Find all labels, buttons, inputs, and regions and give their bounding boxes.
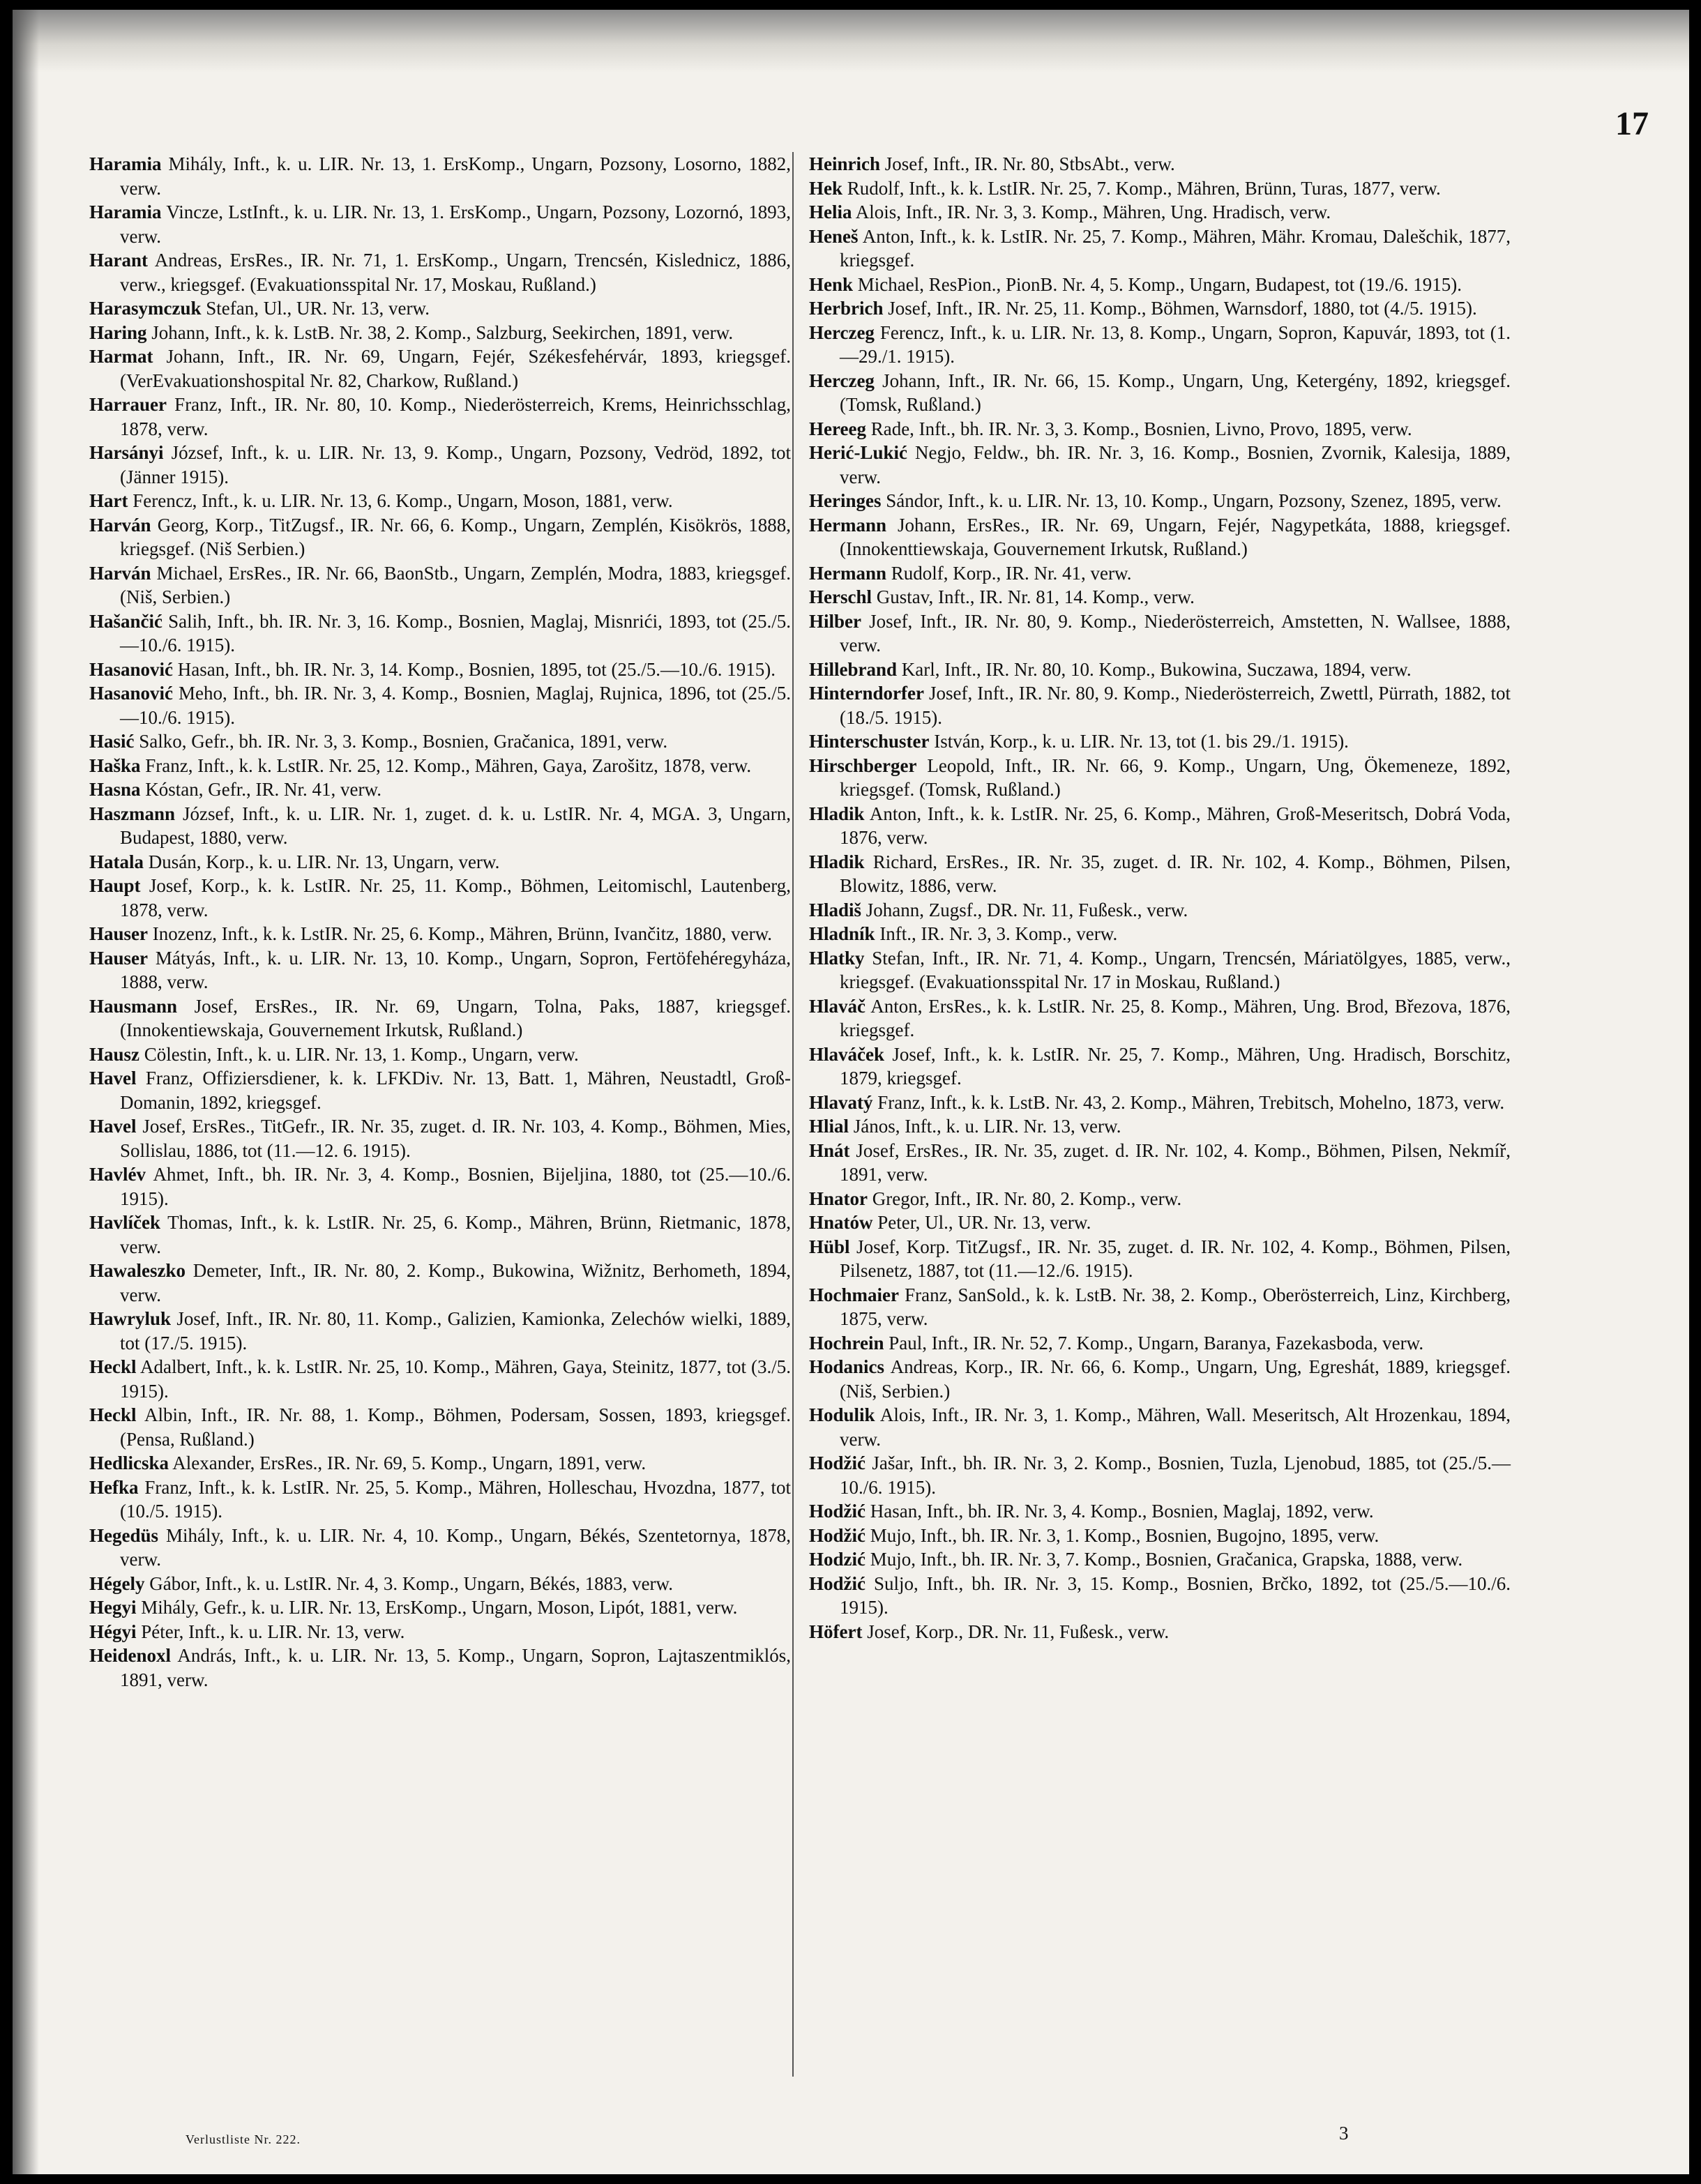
entry-details: Kóstan, Gefr., IR. Nr. 41, verw. — [140, 779, 381, 800]
list-entry — [809, 850, 1511, 898]
entry-surname: Hawryluk — [89, 1308, 172, 1329]
list-entry — [809, 273, 1511, 297]
list-entry — [809, 1235, 1511, 1283]
entry-surname: Hatala — [89, 851, 144, 872]
list-entry — [809, 441, 1511, 489]
entry-details: Josef, ErsRes., TitGefr., IR. Nr. 35, zuget. d. IR. Nr. 103, 4. Komp., Böhmen, Mies, Sollislau, 1886, tot (11.—12. 6. 1915). — [120, 1116, 791, 1161]
entry-surname: Hnát — [809, 1139, 850, 1161]
entry-details: Salko, Gefr., bh. IR. Nr. 3, 3. Komp., Bosnien, Gračanica, 1891, verw. — [134, 731, 668, 752]
entry-details: Péter, Inft., k. u. LIR. Nr. 13, verw. — [136, 1621, 405, 1642]
entry-surname: Hodulik — [809, 1404, 875, 1425]
list-entry — [809, 1187, 1511, 1211]
entry-details: Franz, Inft., k. k. LstB. Nr. 43, 2. Komp., Mähren, Trebitsch, Mohelno, 1873, verw. — [872, 1091, 1505, 1113]
list-entry — [809, 754, 1511, 802]
entry-details: Anton, Inft., k. k. LstIR. Nr. 25, 6. Komp., Mähren, Groß-Meseritsch, Dobrá Voda, 1876, verw. — [840, 803, 1511, 848]
entry-surname: Hladiš — [809, 899, 862, 920]
list-entry — [89, 681, 791, 729]
entry-details: Rudolf, Inft., k. k. LstIR. Nr. 25, 7. Komp., Mähren, Brünn, Turas, 1877, verw. — [842, 177, 1441, 199]
entry-surname: Heinrich — [809, 153, 880, 174]
list-entry — [809, 1211, 1511, 1235]
entry-surname: Hlaváček — [809, 1043, 884, 1065]
entry-details: Vincze, LstInft., k. u. LIR. Nr. 13, 1. ErsKomp., Ungarn, Pozsony, Lozornó, 1893, verw. — [120, 202, 791, 247]
entry-details: Gregor, Inft., IR. Nr. 80, 2. Komp., verw. — [868, 1188, 1182, 1209]
entry-details: József, Inft., k. u. LIR. Nr. 13, 9. Komp., Ungarn, Pozsony, Vedröd, 1892, tot (Jänner 1915). — [120, 442, 791, 487]
list-entry — [809, 1547, 1511, 1572]
entry-surname: Harmat — [89, 346, 153, 367]
list-entry — [809, 1524, 1511, 1548]
entry-details: Adalbert, Inft., k. k. LstIR. Nr. 25, 10. Komp., Mähren, Gaya, Steinitz, 1877, tot (3./5. 1915). — [120, 1356, 791, 1402]
entry-details: Meho, Inft., bh. IR. Nr. 3, 4. Komp., Bosnien, Maglaj, Rujnica, 1896, tot (25./5.—10./6. 1915). — [120, 683, 791, 728]
list-entry — [89, 1595, 791, 1620]
entry-surname: Hübl — [809, 1236, 850, 1257]
entry-details: Salih, Inft., bh. IR. Nr. 3, 16. Komp., Bosnien, Maglaj, Misnrići, 1893, tot (25./5.—10./6. 1915). — [120, 610, 791, 655]
list-entry — [809, 225, 1511, 273]
entry-surname: Havel — [89, 1068, 137, 1089]
entry-surname: Havlíček — [89, 1212, 160, 1233]
entry-details: Richard, ErsRes., IR. Nr. 35, zuget. d. IR. Nr. 102, 4. Komp., Böhmen, Pilsen, Blowitz, 1886, verw. — [840, 851, 1511, 896]
list-entry — [809, 1091, 1511, 1115]
entry-details: Josef, Korp., k. k. LstIR. Nr. 25, 11. Komp., Böhmen, Leitomischl, Lautenberg, 1878, verw. — [120, 875, 791, 920]
entry-surname: Hausmann — [89, 995, 178, 1017]
list-entry — [89, 994, 791, 1042]
entry-details: Mátyás, Inft., k. u. LIR. Nr. 13, 10. Komp., Ungarn, Sopron, Fertöfehéregyháza, 1888, verw. — [120, 947, 791, 992]
entry-surname: Hlial — [809, 1116, 849, 1137]
entry-surname: Heckl — [89, 1404, 137, 1425]
entry-details: Josef, Inft., IR. Nr. 80, 9. Komp., Niederösterreich, Zwettl, Pürrath, 1882, tot (18./5. 1915). — [840, 683, 1511, 728]
entry-details: Johann, ErsRes., IR. Nr. 69, Ungarn, Fejér, Nagypetkáta, 1888, kriegsgef. (Innokenttiewskaja, Gouvernement Irkutsk, Rußland.) — [840, 514, 1511, 559]
list-entry — [809, 200, 1511, 225]
entry-details: Leopold, Inft., IR. Nr. 66, 9. Komp., Ungarn, Ung, Ökemeneze, 1892, kriegsgef. (Tomsk, Rußland.) — [840, 754, 1511, 800]
entry-surname: Hégyi — [89, 1621, 137, 1642]
sheet-marker: 3 — [1339, 2123, 1349, 2144]
entry-details: Paul, Inft., IR. Nr. 52, 7. Komp., Ungarn, Baranya, Fazekasboda, verw. — [884, 1332, 1424, 1353]
entry-details: Peter, Ul., UR. Nr. 13, verw. — [872, 1212, 1091, 1233]
entry-details: Josef, Korp., DR. Nr. 11, Fußesk., verw. — [862, 1621, 1170, 1642]
list-entry — [89, 344, 791, 393]
entry-surname: Hladik — [809, 851, 865, 872]
list-entry — [809, 922, 1511, 946]
entry-details: Inft., IR. Nr. 3, 3. Komp., verw. — [875, 923, 1118, 944]
entry-details: Franz, Inft., k. k. LstIR. Nr. 25, 12. Komp., Mähren, Gaya, Zarošitz, 1878, verw. — [140, 754, 752, 776]
entry-surname: Hlatky — [809, 947, 865, 969]
column-divider — [792, 152, 794, 2077]
entry-surname: Hodzić — [809, 1549, 865, 1570]
entry-surname: Hochmaier — [809, 1284, 899, 1305]
list-entry — [89, 946, 791, 994]
entry-surname: Hirschberger — [809, 754, 917, 776]
entry-details: Karl, Inft., IR. Nr. 80, 10. Komp., Bukowina, Suczawa, 1894, verw. — [897, 658, 1412, 680]
entry-surname: Haszmann — [89, 803, 176, 824]
entry-details: Alexander, ErsRes., IR. Nr. 69, 5. Komp., Ungarn, 1891, verw. — [169, 1453, 647, 1473]
entry-surname: Heckl — [89, 1356, 137, 1377]
entry-details: Michael, ErsRes., IR. Nr. 66, BaonStb., Ungarn, Zemplén, Modra, 1883, kriegsgef. (Niš, Serbien.) — [120, 562, 791, 607]
entry-details: Albin, Inft., IR. Nr. 88, 1. Komp., Böhmen, Podersam, Sossen, 1893, kriegsgef. (Pensa, Rußland.) — [120, 1404, 791, 1450]
entry-details: Alois, Inft., IR. Nr. 3, 1. Komp., Mähren, Wall. Meseritsch, Alt Hrozenkau, 1894, verw. — [840, 1404, 1511, 1450]
list-entry — [89, 1114, 791, 1162]
list-entry — [89, 561, 791, 609]
entry-details: Josef, Inft., IR. Nr. 80, StbsAbt., verw. — [880, 153, 1175, 174]
list-entry — [89, 1476, 791, 1524]
entry-surname: Hedlicska — [89, 1453, 169, 1473]
entry-surname: Hauser — [89, 923, 148, 944]
entry-details: Anton, Inft., k. k. LstIR. Nr. 25, 7. Komp., Mähren, Mähr. Kromau, Dalešchik, 1877, kriegsgef. — [840, 225, 1511, 271]
list-entry — [809, 369, 1511, 417]
list-entry — [809, 321, 1511, 369]
entry-details: Josef, Inft., IR. Nr. 80, 9. Komp., Niederösterreich, Amstetten, N. Wallsee, 1888, verw. — [840, 610, 1511, 655]
entry-surname: Haramia — [89, 153, 162, 174]
entry-details: Andreas, ErsRes., IR. Nr. 71, 1. ErsKomp., Ungarn, Trencsén, Kislednicz, 1886, verw., kriegsgef. (Evakuationsspital Nr. 17, Moskau, Rußland.) — [120, 250, 791, 295]
entry-details: Sándor, Inft., k. u. LIR. Nr. 13, 10. Komp., Ungarn, Pozsony, Szenez, 1895, verw. — [881, 490, 1502, 511]
entry-surname: Haramia — [89, 202, 162, 222]
entry-details: Negjo, Feldw., bh. IR. Nr. 3, 16. Komp., Bosnien, Zvornik, Kalesija, 1889, verw. — [840, 442, 1511, 487]
list-entry — [809, 152, 1511, 176]
entry-details: Anton, ErsRes., k. k. LstIR. Nr. 25, 8. Komp., Mähren, Ung. Brod, Březova, 1876, kriegsgef. — [840, 995, 1511, 1040]
entry-surname: Heidenoxl — [89, 1645, 172, 1666]
list-entry — [89, 489, 791, 513]
list-entry — [89, 1451, 791, 1476]
list-entry — [809, 1283, 1511, 1331]
entry-surname: Hefka — [89, 1476, 139, 1498]
list-entry — [809, 609, 1511, 658]
entry-surname: Hilber — [809, 610, 861, 632]
entry-surname: Hašančić — [89, 610, 162, 632]
entry-surname: Harrauer — [89, 394, 167, 415]
list-entry — [809, 417, 1511, 441]
list-entry — [89, 200, 791, 248]
entry-details: Mujo, Inft., bh. IR. Nr. 3, 1. Komp., Bosnien, Bugojno, 1895, verw. — [865, 1524, 1379, 1546]
list-entry — [809, 585, 1511, 609]
entry-surname: Harván — [89, 514, 151, 536]
list-entry — [809, 898, 1511, 923]
list-entry — [809, 802, 1511, 850]
entry-surname: Hasić — [89, 731, 135, 752]
entry-surname: Hasna — [89, 779, 141, 800]
scan-edge-shadow — [13, 10, 1689, 73]
right-column — [809, 152, 1511, 1644]
entry-surname: Hart — [89, 490, 128, 511]
list-entry — [809, 296, 1511, 321]
entry-surname: Hasanović — [89, 658, 174, 680]
list-entry — [809, 729, 1511, 754]
list-entry — [89, 850, 791, 874]
list-entry — [89, 754, 791, 778]
entry-surname: Hlaváč — [809, 995, 865, 1017]
entry-details: Franz, Inft., IR. Nr. 80, 10. Komp., Niederösterreich, Krems, Heinrichsschlag, 1878, verw. — [120, 394, 791, 439]
entry-surname: Hodanics — [809, 1356, 885, 1377]
list-entry — [89, 1307, 791, 1355]
list-entry — [89, 321, 791, 345]
entry-surname: Hek — [809, 177, 843, 199]
list-entry — [89, 802, 791, 850]
entry-surname: Hausz — [89, 1043, 140, 1065]
entry-surname: Herczeg — [809, 370, 875, 391]
entry-details: András, Inft., k. u. LIR. Nr. 13, 5. Komp., Ungarn, Sopron, Lajtaszentmiklós, 1891, verw. — [120, 1645, 791, 1690]
entry-details: Ferencz, Inft., k. u. LIR. Nr. 13, 8. Komp., Ungarn, Sopron, Kapuvár, 1893, tot (1.—29./1. 1915). — [840, 321, 1511, 367]
scan-gutter-shadow — [13, 10, 39, 2174]
entry-surname: Hauser — [89, 947, 148, 969]
list-entry — [809, 1620, 1511, 1644]
list-entry — [809, 1042, 1511, 1091]
footer-list-label: Verlustliste Nr. 222. — [186, 2132, 301, 2146]
entry-details: István, Korp., k. u. LIR. Nr. 13, tot (1. bis 29./1. 1915). — [929, 731, 1349, 752]
entry-surname: Hodžić — [809, 1524, 865, 1546]
entry-details: Rade, Inft., bh. IR. Nr. 3, 3. Komp., Bosnien, Livno, Provo, 1895, verw. — [865, 418, 1412, 439]
entry-details: Josef, Inft., IR. Nr. 25, 11. Komp., Böhmen, Warnsdorf, 1880, tot (4./5. 1915). — [883, 298, 1477, 319]
list-entry — [89, 609, 791, 658]
entry-details: Johann, Inft., IR. Nr. 66, 15. Komp., Ungarn, Ung, Ketergény, 1892, kriegsgef. (Tomsk, Rußland.) — [840, 370, 1511, 415]
list-entry — [89, 1620, 791, 1644]
list-entry — [89, 729, 791, 754]
entry-surname: Hlavatý — [809, 1091, 873, 1113]
entry-details: Josef, Korp. TitZugsf., IR. Nr. 35, zuget. d. IR. Nr. 102, 4. Komp., Böhmen, Pilsen, Pilsenetz, 1887, tot (11.—12./6. 1915). — [840, 1236, 1511, 1281]
list-entry — [809, 1114, 1511, 1139]
entry-surname: Henk — [809, 273, 854, 295]
entry-details: Suljo, Inft., bh. IR. Nr. 3, 15. Komp., Bosnien, Brčko, 1892, tot (25./5.—10./6. 1915). — [840, 1572, 1511, 1618]
entry-surname: Harsányi — [89, 442, 164, 463]
list-entry — [89, 1403, 791, 1451]
entry-details: József, Inft., k. u. LIR. Nr. 1, zuget. d. k. u. LstIR. Nr. 4, MGA. 3, Ungarn, Budapest, 1880, verw. — [120, 803, 791, 848]
list-entry — [89, 1572, 791, 1596]
entry-surname: Hegedüs — [89, 1524, 159, 1546]
entry-details: Gustav, Inft., IR. Nr. 81, 14. Komp., verw. — [871, 586, 1195, 607]
entry-details: Dusán, Korp., k. u. LIR. Nr. 13, Ungarn, verw. — [144, 851, 500, 872]
entry-details: Demeter, Inft., IR. Nr. 80, 2. Komp., Bukowina, Wižnitz, Berhometh, 1894, verw. — [120, 1260, 791, 1305]
list-entry — [89, 922, 791, 946]
list-entry — [89, 152, 791, 200]
entry-details: Johann, Inft., k. k. LstB. Nr. 38, 2. Komp., Salzburg, Seekirchen, 1891, verw. — [146, 321, 734, 343]
entry-details: Johann, Zugsf., DR. Nr. 11, Fußesk., verw. — [861, 899, 1188, 920]
entry-details: Inozenz, Inft., k. k. LstIR. Nr. 25, 6. Komp., Mähren, Brünn, Ivančitz, 1880, verw. — [148, 923, 773, 944]
entry-details: Cölestin, Inft., k. u. LIR. Nr. 13, 1. Komp., Ungarn, verw. — [139, 1043, 579, 1065]
entry-surname: Hermann — [809, 514, 886, 536]
entry-surname: Heneš — [809, 225, 859, 247]
entry-surname: Hnator — [809, 1188, 868, 1209]
list-entry — [89, 513, 791, 561]
entry-surname: Hladník — [809, 923, 875, 944]
entry-details: Josef, ErsRes., IR. Nr. 69, Ungarn, Tolna, Paks, 1887, kriegsgef. (Innokentiewskaja, Gouvernement Irkutsk, Rußland.) — [120, 995, 791, 1040]
entry-details: Franz, Offiziersdiener, k. k. LFKDiv. Nr. 13, Batt. 1, Mähren, Neustadtl, Groß-Domanin, 1892, kriegsgef. — [120, 1068, 791, 1113]
entry-surname: Havlév — [89, 1164, 146, 1185]
list-entry — [89, 874, 791, 922]
list-entry — [809, 1139, 1511, 1187]
list-entry — [809, 658, 1511, 682]
list-entry — [89, 1066, 791, 1114]
list-entry — [89, 1259, 791, 1307]
entry-surname: Hegyi — [89, 1597, 137, 1618]
entry-surname: Hawaleszko — [89, 1260, 186, 1281]
entry-surname: Hladik — [809, 803, 865, 824]
entry-details: Mihály, Inft., k. u. LIR. Nr. 13, 1. ErsKomp., Ungarn, Pozsony, Losorno, 1882, verw. — [120, 153, 791, 199]
entry-surname: Hereeg — [809, 418, 866, 439]
entry-details: Michael, ResPion., PionB. Nr. 4, 5. Komp., Ungarn, Budapest, tot (19./6. 1915). — [853, 273, 1462, 295]
list-entry — [809, 1403, 1511, 1451]
entry-surname: Haška — [89, 754, 141, 776]
list-entry — [89, 441, 791, 489]
list-entry — [89, 296, 791, 321]
entry-details: Josef, Inft., IR. Nr. 80, 11. Komp., Galizien, Kamionka, Zelechów wielki, 1889, tot (17./5. 1915). — [120, 1308, 791, 1353]
entry-surname: Herbrich — [809, 298, 884, 319]
entry-details: János, Inft., k. u. LIR. Nr. 13, verw. — [849, 1116, 1121, 1137]
entry-details: Ferencz, Inft., k. u. LIR. Nr. 13, 6. Komp., Ungarn, Moson, 1881, verw. — [128, 490, 673, 511]
list-entry — [809, 1451, 1511, 1499]
list-entry — [809, 176, 1511, 201]
list-entry — [89, 1211, 791, 1259]
list-entry — [809, 1572, 1511, 1620]
entry-details: Rudolf, Korp., IR. Nr. 41, verw. — [886, 562, 1132, 584]
entry-surname: Herczeg — [809, 321, 875, 343]
entry-details: Gábor, Inft., k. u. LstIR. Nr. 4, 3. Komp., Ungarn, Békés, 1883, verw. — [144, 1572, 674, 1594]
entry-details: Ahmet, Inft., bh. IR. Nr. 3, 4. Komp., Bosnien, Bijeljina, 1880, tot (25.—10./6. 1915). — [120, 1164, 791, 1209]
entry-surname: Haring — [89, 321, 147, 343]
list-entry — [809, 561, 1511, 586]
entry-details: Andreas, Korp., IR. Nr. 66, 6. Komp., Ungarn, Ung, Egreshát, 1889, kriegsgef. (Niš, Serbien.) — [840, 1356, 1511, 1402]
entry-surname: Hinterndorfer — [809, 683, 924, 704]
list-entry — [809, 1355, 1511, 1403]
list-entry — [809, 946, 1511, 994]
list-entry — [89, 1355, 791, 1403]
entry-surname: Heringes — [809, 490, 882, 511]
entry-surname: Hochrein — [809, 1332, 884, 1353]
entry-surname: Havel — [89, 1116, 137, 1137]
list-entry — [809, 489, 1511, 513]
entry-surname: Haupt — [89, 875, 141, 896]
entry-surname: Harant — [89, 250, 148, 271]
list-entry — [89, 248, 791, 296]
list-entry — [809, 1499, 1511, 1524]
entry-surname: Höfert — [809, 1621, 863, 1642]
list-entry — [89, 393, 791, 441]
entry-details: Jašar, Inft., bh. IR. Nr. 3, 2. Komp., Bosnien, Tuzla, Ljenobud, 1885, tot (25./5.—10./6. 1915). — [840, 1453, 1511, 1498]
list-entry — [809, 681, 1511, 729]
entry-details: Franz, SanSold., k. k. LstB. Nr. 38, 2. Komp., Oberösterreich, Linz, Kirchberg, 1875, verw. — [840, 1284, 1511, 1329]
list-entry — [809, 513, 1511, 561]
scanned-page — [13, 10, 1689, 2174]
entry-details: Josef, ErsRes., IR. Nr. 35, zuget. d. IR. Nr. 102, 4. Komp., Böhmen, Pilsen, Nekmíř, 1891, verw. — [840, 1139, 1511, 1185]
page-number: 17 — [1615, 105, 1649, 142]
entry-details: Georg, Korp., TitZugsf., IR. Nr. 66, 6. Komp., Ungarn, Zemplén, Kisökrös, 1888, kriegsgef. (Niš Serbien.) — [120, 514, 791, 559]
entry-surname: Hnatów — [809, 1212, 873, 1233]
entry-details: Hasan, Inft., bh. IR. Nr. 3, 4. Komp., Bosnien, Maglaj, 1892, verw. — [865, 1501, 1374, 1522]
entry-surname: Hillebrand — [809, 658, 898, 680]
list-entry — [809, 994, 1511, 1042]
list-entry — [89, 778, 791, 802]
entry-details: Mihály, Gefr., k. u. LIR. Nr. 13, ErsKomp., Ungarn, Moson, Lipót, 1881, verw. — [136, 1597, 738, 1618]
entry-details: Mujo, Inft., bh. IR. Nr. 3, 7. Komp., Bosnien, Gračanica, Grapska, 1888, verw. — [865, 1549, 1463, 1570]
entry-surname: Herić-Lukić — [809, 442, 907, 463]
entry-surname: Helia — [809, 202, 852, 222]
entry-surname: Hodžić — [809, 1501, 865, 1522]
entry-details: Hasan, Inft., bh. IR. Nr. 3, 14. Komp., Bosnien, 1895, tot (25./5.—10./6. 1915). — [173, 658, 776, 680]
entry-details: Johann, Inft., IR. Nr. 69, Ungarn, Fejér, Székesfehérvár, 1893, kriegsgef. (VerEvakuationshospital Nr. 82, Charkow, Rußland.) — [120, 346, 791, 391]
entry-surname: Herschl — [809, 586, 872, 607]
entry-surname: Hégely — [89, 1572, 145, 1594]
entry-details: Thomas, Inft., k. k. LstIR. Nr. 25, 6. Komp., Mähren, Brünn, Rietmanic, 1878, verw. — [120, 1212, 791, 1257]
list-entry — [89, 1644, 791, 1692]
entry-details: Stefan, Ul., UR. Nr. 13, verw. — [201, 298, 430, 319]
entry-surname: Harasymczuk — [89, 298, 202, 319]
entry-surname: Hinterschuster — [809, 731, 930, 752]
entry-details: Alois, Inft., IR. Nr. 3, 3. Komp., Mähren, Ung. Hradisch, verw. — [852, 202, 1331, 222]
entry-surname: Hodžić — [809, 1453, 865, 1473]
list-entry — [89, 1524, 791, 1572]
list-entry — [89, 1042, 791, 1067]
entry-details: Stefan, Inft., IR. Nr. 71, 4. Komp., Ungarn, Trencsén, Máriatölgyes, 1885, verw., kriegsgef. (Evakuationsspital Nr. 17 in Moskau, Rußland.) — [840, 947, 1511, 992]
list-entry — [89, 1162, 791, 1211]
list-entry — [89, 658, 791, 682]
entry-details: Josef, Inft., k. k. LstIR. Nr. 25, 7. Komp., Mähren, Ung. Hradisch, Borschitz, 1879, kriegsgef. — [840, 1043, 1511, 1089]
entry-surname: Hermann — [809, 562, 886, 584]
list-entry — [809, 1331, 1511, 1356]
entry-surname: Harván — [89, 562, 151, 584]
entry-details: Franz, Inft., k. k. LstIR. Nr. 25, 5. Komp., Mähren, Holleschau, Hvozdna, 1877, tot (10./5. 1915). — [120, 1476, 791, 1522]
left-column — [89, 152, 791, 1692]
entry-details: Mihály, Inft., k. u. LIR. Nr. 4, 10. Komp., Ungarn, Békés, Szentetornya, 1878, verw. — [120, 1524, 791, 1570]
entry-surname: Hodžić — [809, 1572, 865, 1594]
entry-surname: Hasanović — [89, 683, 174, 704]
